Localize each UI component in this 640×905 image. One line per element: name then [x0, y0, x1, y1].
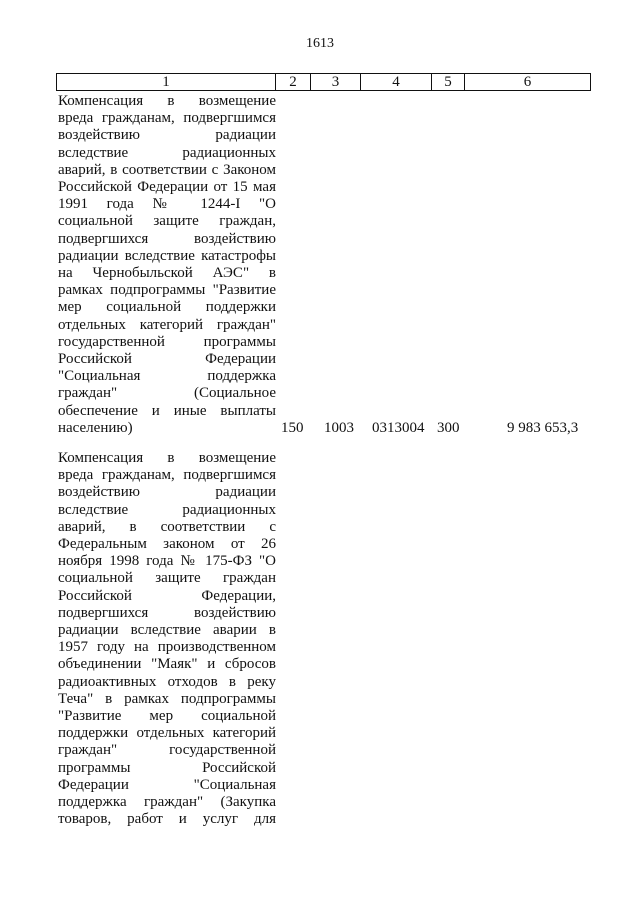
entry-description	[58, 93, 276, 437]
entry-line: граждан" (Социальное	[58, 385, 276, 402]
entry-line: радиации вследствие аварии в	[58, 622, 276, 639]
entry-line: отдельных категорий граждан"	[58, 316, 276, 333]
entry-line: Компенсация в возмещение	[58, 450, 276, 466]
column-header-4: 4	[361, 74, 432, 91]
entry-line: социальной защите граждан	[58, 570, 276, 587]
entry-line: вследствие радиационных	[58, 501, 276, 518]
entry-line: Российской Федерации	[58, 351, 276, 368]
column-header-6: 6	[465, 74, 591, 91]
entry-line: государственной программы	[58, 333, 276, 350]
code-column-4: 0313004	[372, 420, 425, 436]
entry-line: мер социальной поддержки	[58, 299, 276, 316]
entry-line: программы Российской	[58, 759, 276, 776]
column-header-1: 1	[57, 74, 276, 91]
entry-line: на Чернобыльской АЭС" в	[58, 265, 276, 282]
entry-line: вреда гражданам, подвергшимся	[58, 467, 276, 484]
entry-line: Федеральным законом от 26	[58, 536, 276, 553]
entry-line: Российской Федерации,	[58, 587, 276, 604]
entry-description	[58, 450, 276, 828]
entry-line: радиоактивных отходов в реку	[58, 673, 276, 690]
entry-line: "Развитие мер социальной	[58, 708, 276, 725]
entry-line: Федерации "Социальная	[58, 776, 276, 793]
entry-line: граждан" государственной	[58, 742, 276, 759]
code-column-5: 300	[437, 420, 460, 436]
column-header-row	[56, 73, 591, 91]
entry-line: товаров, работ и услуг для	[58, 811, 276, 828]
entry-line: поддержки отдельных категорий	[58, 725, 276, 742]
entry-line: подвергшихся воздействию	[58, 230, 276, 247]
entry-line: аварий, в соответствии с	[58, 518, 276, 535]
entry-line: рамках подпрограммы "Развитие	[58, 282, 276, 299]
column-header-2: 2	[276, 74, 311, 91]
code-column-3: 1003	[324, 420, 354, 436]
page-number: 1613	[306, 36, 334, 51]
entry-line: обеспечение и иные выплаты	[58, 402, 276, 419]
column-header-5: 5	[432, 74, 465, 91]
entry-line: 1991 года № 1244-I "О	[58, 196, 276, 213]
entry-line: вследствие радиационных	[58, 144, 276, 161]
entry-line: воздействию радиации	[58, 484, 276, 501]
column-header-3: 3	[311, 74, 361, 91]
entry-line: Теча" в рамках подпрограммы	[58, 690, 276, 707]
entry-line: Российской Федерации от 15 мая	[58, 179, 276, 196]
entry-line: поддержка граждан" (Закупка	[58, 794, 276, 811]
entry-line: радиации вследствие катастрофы	[58, 247, 276, 264]
entry-line: аварий, в соответствии с Законом	[58, 161, 276, 178]
entry-line: вреда гражданам, подвергшимся	[58, 110, 276, 127]
code-column-2: 150	[281, 420, 304, 436]
entry-line: воздействию радиации	[58, 127, 276, 144]
entry-line: Компенсация в возмещение	[58, 93, 276, 109]
entry-line: подвергшихся воздействию	[58, 604, 276, 621]
amount-value: 9 983 653,3	[507, 420, 579, 436]
entry-line: объединении "Маяк" и сбросов	[58, 656, 276, 673]
entry-line: 1957 году на производственном	[58, 639, 276, 656]
entry-line: социальной защите граждан,	[58, 213, 276, 230]
entry-line: "Социальная поддержка	[58, 368, 276, 385]
entry-line: ноября 1998 года № 175-ФЗ "О	[58, 553, 276, 570]
entry-line: населению)	[58, 419, 133, 436]
